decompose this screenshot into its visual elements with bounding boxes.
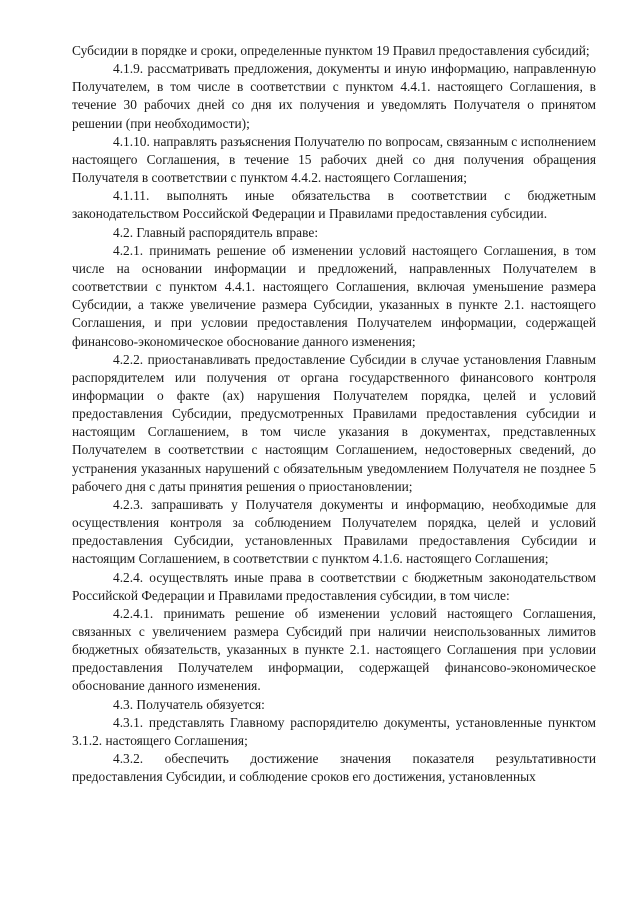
paragraph-4-3-1: 4.3.1. представлять Главному распорядителю документы, установленные пунктом 3.1.2. настоящего Соглашения; [72, 714, 596, 748]
paragraph-4-2-4-1: 4.2.4.1. принимать решение об изменении условий настоящего Соглашения, связанных с увеличением размера Субсидий при наличии неиспользованных лимитов бюджетных обязательств, указанных в пункте 2.1. настоящего Соглашения при условии предоставления Получателем информации, содержащей финансово-экономическое обоснование данного изменения. [72, 605, 596, 694]
paragraph-4-2-2: 4.2.2. приостанавливать предоставление Субсидии в случае установления Главным распорядителем или получения от органа государственного финансового контроля информации о факте (ах) нарушения Получателем порядка, целей и условий предоставления Субсидии, предусмотренных Правилами предоставления субсидии и настоящим Соглашением, в том числе указания в документах, представленных Получателем в соответствии с настоящим Соглашением, недостоверных сведений, до устранения указанных нарушений с обязательным уведомлением Получателя не позднее 5 рабочего дня с даты принятия решения о приостановлении; [72, 351, 596, 494]
heading-4-2: 4.2. Главный распорядитель вправе: [113, 224, 319, 240]
paragraph-4-2-1: 4.2.1. принимать решение об изменении условий настоящего Соглашения, в том числе на основании информации и предложений, направленных Получателем в соответствии с пунктом 4.4.1. настоящего Соглашения, включая уменьшение размера Субсидии, а также увеличение размера Субсидии, указанных в пункте 2.1. настоящего Соглашения, и при условии предоставления Получателем информации, содержащей финансово-экономическое обоснование данного изменения; [72, 242, 596, 349]
paragraph-subsidy-continuation: Субсидии в порядке и сроки, определенные пунктом 19 Правил предоставления субсидий; [72, 43, 590, 58]
paragraph-4-2-4: 4.2.4. осуществлять иные права в соответствии с бюджетным законодательством Российской Федерации и Правилами предоставления субсидии, в том числе: [72, 569, 596, 603]
paragraph-4-3-2: 4.3.2. обеспечить достижение значения показателя результативности предоставления Субсидии, и соблюдение сроков его достижения, установленных [72, 751, 596, 785]
paragraph-4-2-3: 4.2.3. запрашивать у Получателя документы и информацию, необходимые для осуществления контроля за соблюдением Получателем порядка, целей и условий предоставления Субсидии, установленных Правилами предоставления Субсидии и настоящим Соглашением, в соответствии с пунктом 4.1.6. настоящего Соглашения; [72, 496, 596, 567]
paragraph-4-1-9: 4.1.9. рассматривать предложения, документы и иную информацию, направленную Получателем, в том числе в соответствии с пунктом 4.4.1. настоящего Соглашения, в течение 30 рабочих дней со дня их получения и уведомлять Получателя о принятом решении (при необходимости); [72, 61, 596, 131]
paragraph-4-1-10: 4.1.10. направлять разъяснения Получателю по вопросам, связанным с исполнением настоящего Соглашения, в течение 15 рабочих дней со дня получения обращения Получателя в соответствии с пунктом 4.4.2. настоящего Соглашения; [72, 133, 596, 186]
heading-4-3: 4.3. Получатель обязуется: [113, 696, 265, 712]
paragraph-4-1-11: 4.1.11. выполнять иные обязательства в соответствии с бюджетным законодательством Российской Федерации и Правилами предоставления субсидии. [72, 188, 596, 222]
